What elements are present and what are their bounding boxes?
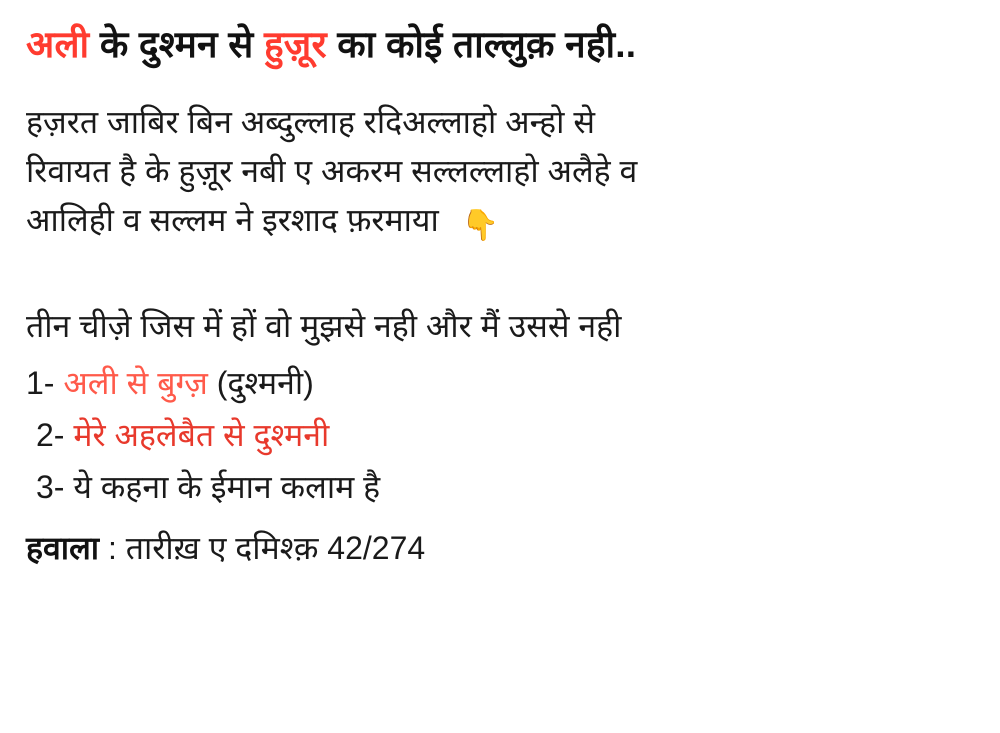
narration-line-1: हज़रत जाबिर बिन अब्दुल्लाह रदिअल्लाहो अन्हो से (26, 104, 595, 141)
list-item (26, 358, 974, 410)
list-item-number: 1- (26, 365, 55, 402)
narration-block (26, 98, 974, 248)
list-item-highlight: मेरे अहलेबैत से दुश्मनी (73, 416, 330, 453)
list-item-rest: ये कहना के ईमान कलाम है (73, 468, 381, 505)
points-list (26, 358, 974, 513)
headline-segment-black-1: के दुश्मन से (89, 24, 264, 65)
pointing-down-hand-icon: 👇 (461, 208, 499, 242)
reference-value: : तारीख़ ए दमिश्क़ 42/274 (99, 529, 426, 566)
list-item (26, 462, 974, 514)
list-item-rest: (दुश्मनी) (207, 365, 314, 402)
headline-segment-red-2: हुज़ूर (263, 24, 327, 65)
headline-segment-black-2: का कोई ताल्लुक़ नही.. (326, 24, 637, 65)
list-intro: तीन चीज़े जिस में हों वो मुझसे नही और मैं उससे नही (26, 308, 622, 345)
reference-label: हवाला (26, 529, 100, 566)
list-item (26, 410, 974, 462)
list-item-highlight: अली से बुग्ज़ (63, 365, 208, 402)
list-item-number: 2- (36, 416, 65, 453)
page-title (26, 22, 974, 68)
spacer (26, 248, 974, 302)
reference-line (26, 526, 974, 571)
headline-segment-red-1: अली (26, 24, 90, 65)
list-item-number: 3- (36, 468, 65, 505)
narration-line-3-wrapper (26, 196, 974, 249)
narration-line-3: आलिही व सल्लम ने इरशाद फ़रमाया (26, 201, 439, 238)
narration-line-2: रिवायत है के हुज़ूर नबी ए अकरम सल्लल्लाहो अलैहे व (26, 152, 638, 189)
